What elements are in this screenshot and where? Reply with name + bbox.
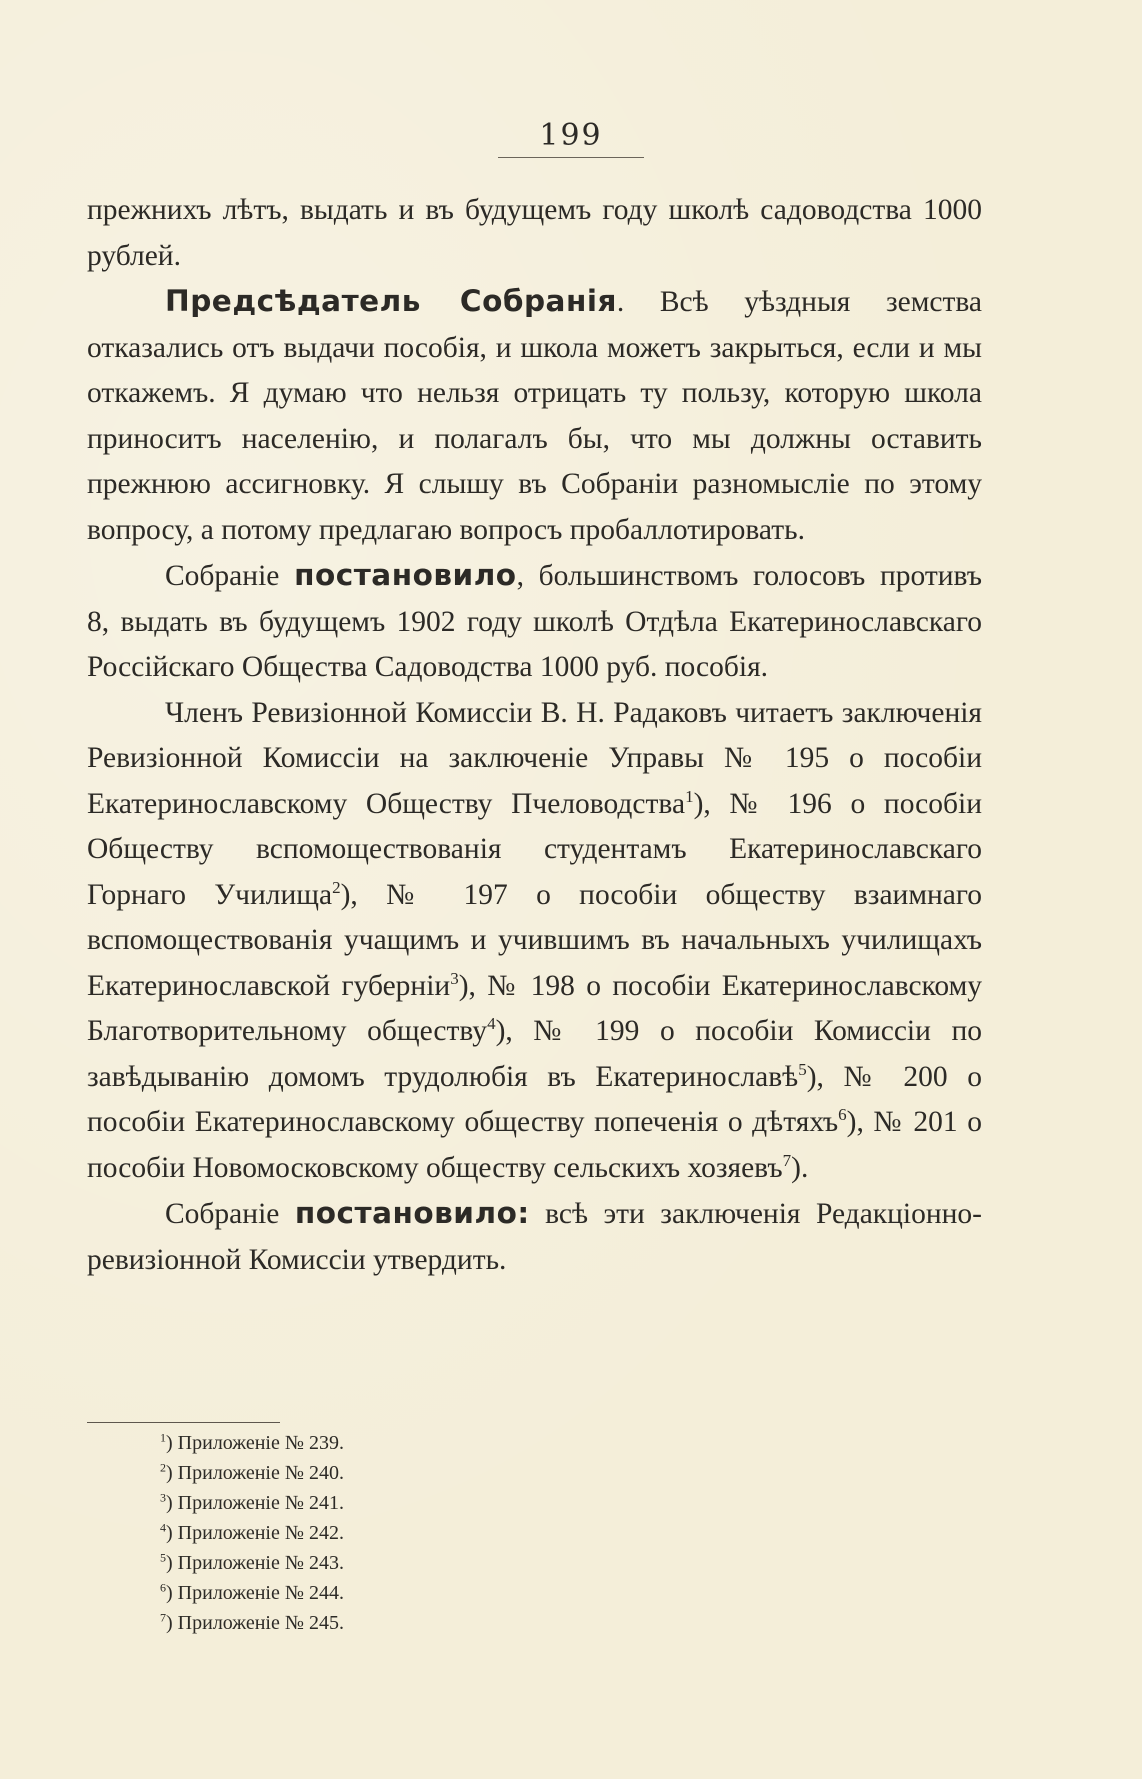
footnote-text: Приложеніе № 243. — [177, 1552, 344, 1574]
text-run: всѣ эти заключенія Редакціонно-ревизіонной Комиссіи утвердить. — [87, 1198, 982, 1276]
footnote-item — [160, 1548, 660, 1578]
footnote-item — [160, 1428, 660, 1458]
footnote-paren: ) — [166, 1492, 178, 1514]
text-run: Собраніе — [165, 560, 295, 592]
footnote-reference: 2 — [332, 877, 341, 897]
footnote-reference: 5 — [798, 1059, 807, 1079]
footnote-reference: 4 — [487, 1014, 496, 1034]
text-run: ), № 199 о пособіи Комиссіи по завѣдыванію домомъ трудолюбія въ Екатеринославѣ — [87, 1015, 982, 1093]
text-run: ), № 198 о пособіи Екатеринославскому Благотворительному обществу — [87, 969, 982, 1047]
footnote-text: Приложеніе № 244. — [177, 1582, 344, 1604]
footnote-text: Приложеніе № 240. — [177, 1462, 344, 1484]
footnote-reference: 6 — [838, 1105, 847, 1125]
emphasized-term: Предсѣдатель Собранія — [165, 284, 617, 318]
paragraph — [87, 691, 982, 1192]
paragraph — [87, 553, 982, 691]
footnotes — [160, 1428, 660, 1638]
footnote-paren: ) — [166, 1462, 178, 1484]
body-text — [87, 188, 982, 1283]
paragraph — [87, 1191, 982, 1283]
footnote-reference: 3 — [450, 968, 459, 988]
text-run: ), № 196 о пособіи Обществу вспомоществованія студентамъ Екатеринославскаго Горнаго Училища — [87, 787, 983, 911]
footnote-mark: 1 — [160, 1430, 166, 1445]
text-run: прежнихъ лѣтъ, выдать и въ будущемъ году школѣ садоводства 1000 рублей. — [87, 194, 982, 272]
paragraph — [87, 279, 982, 553]
footnote-reference: 7 — [782, 1150, 792, 1170]
text-run: ), № 197 о пособіи обществу взаимнаго вспомоществованія учащимъ и учившимъ въ начальныхъ училищахъ Екатеринославской губерніи — [87, 878, 982, 1002]
footnote-paren: ) — [166, 1612, 178, 1634]
footnote-item — [160, 1518, 660, 1548]
footnote-mark: 5 — [160, 1550, 166, 1565]
footnote-mark: 4 — [160, 1520, 166, 1535]
text-run: ). — [791, 1151, 809, 1184]
footnote-text: Приложеніе № 241. — [177, 1492, 344, 1514]
emphasized-term: постановило: — [294, 1196, 530, 1230]
footnote-text: Приложеніе № 239. — [177, 1432, 344, 1454]
text-run: ), № 200 о пособіи Екатеринославскому обществу попеченія о дѣтяхъ — [87, 1060, 982, 1138]
text-run: Собраніе — [165, 1198, 295, 1230]
text-run: , большинствомъ голосовъ противъ 8, выдать въ будущемъ 1902 году школѣ Отдѣла Екатеринославскаго Россійскаго Общества Садоводства 1000 руб. пособія. — [87, 560, 982, 683]
text-run: ), № 201 о пособіи Новомосковскому обществу сельскихъ хозяевъ — [87, 1106, 982, 1184]
footnote-divider — [87, 1422, 280, 1423]
footnote-paren: ) — [166, 1432, 178, 1454]
footnote-paren: ) — [166, 1552, 178, 1574]
footnote-mark: 6 — [160, 1580, 166, 1595]
footnote-item — [160, 1608, 660, 1638]
footnote-text: Приложеніе № 245. — [177, 1612, 344, 1634]
footnote-mark: 7 — [160, 1610, 166, 1625]
emphasized-term: постановило — [294, 558, 517, 592]
footnote-text: Приложеніе № 242. — [177, 1522, 344, 1544]
text-run: . Всѣ уѣздныя земства отказались отъ выдачи пособія, и школа можетъ закрыться, если и мы откажемъ. Я думаю что нельзя отрицать ту пользу, которую школа приноситъ населенію, и полагалъ бы, что мы должны оставить прежнюю ассигновку. Я слышу въ Собраніи разномысліе по этому вопросу, а потому предлагаю вопросъ пробаллотировать. — [87, 286, 982, 546]
footnote-item — [160, 1488, 660, 1518]
page-number: 199 — [539, 118, 603, 153]
footnote-reference: 1 — [685, 786, 694, 806]
footnote-paren: ) — [166, 1582, 178, 1604]
footnote-mark: 3 — [160, 1490, 166, 1505]
footnote-item — [160, 1458, 660, 1488]
footnote-mark: 2 — [160, 1460, 166, 1475]
text-run: Членъ Ревизіонной Комиссіи В. Н. Радаковъ читаетъ заключенія Ревизіонной Комиссіи на заключеніе Управы № 195 о пособіи Екатеринославскому Обществу Пчеловодства — [87, 696, 982, 820]
paragraph — [87, 188, 982, 279]
page-number-rule — [498, 157, 644, 158]
footnote-item — [160, 1578, 660, 1608]
footnote-paren: ) — [166, 1522, 178, 1544]
